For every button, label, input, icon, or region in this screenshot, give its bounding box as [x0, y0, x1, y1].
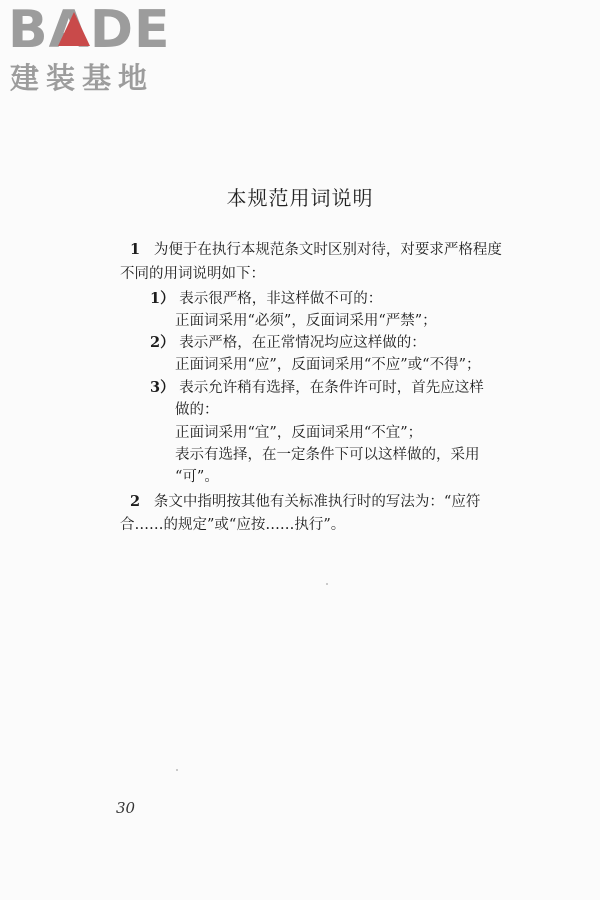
clause-number: 1 [130, 241, 141, 258]
sub-item-text: 正面词采用“必须”，反面词采用“严禁”； [175, 313, 437, 329]
logo-triangle-icon [58, 12, 90, 46]
sub-item-1 [150, 289, 382, 309]
sub-item-3-line-2 [175, 400, 219, 420]
scan-speck [326, 583, 328, 585]
sub-item-number: 3） [150, 379, 175, 396]
sub-item-text: 做的： [175, 402, 219, 418]
page-number: 30 [116, 799, 136, 817]
clause-2-line-2 [120, 515, 345, 535]
sub-item-text: 表示允许稍有选择，在条件许可时，首先应这样 [179, 380, 484, 396]
clause-text: 不同的用词说明如下： [120, 266, 265, 282]
sub-item-3 [150, 378, 484, 398]
clause-text: 合……的规定”或“应按……执行”。 [120, 517, 346, 533]
sub-item-number: 1） [150, 290, 175, 307]
sub-item-3-optional [175, 445, 480, 465]
clause-1-line-1 [130, 240, 502, 260]
clause-2-line-1 [130, 492, 480, 512]
sub-item-2 [150, 333, 426, 353]
clause-text: 为便于在执行本规范条文时区别对待，对要求严格程度 [153, 242, 502, 258]
sub-item-3-detail [175, 423, 422, 443]
sub-item-text: 表示很严格，非这样做不可的： [179, 291, 383, 307]
logo-subtitle: 建装基地 [10, 61, 155, 95]
sub-item-1-detail [175, 311, 437, 331]
scan-speck [176, 769, 178, 771]
sub-item-2-detail [175, 355, 480, 375]
bade-logo [8, 2, 178, 97]
clause-text: 条文中指明按其他有关标准执行时的写法为：“应符 [153, 494, 481, 510]
sub-item-3-optional-line-2 [175, 467, 219, 487]
sub-item-number: 2） [150, 334, 175, 351]
sub-item-text: “可”。 [175, 469, 219, 485]
clause-number: 2 [130, 493, 141, 510]
sub-item-text: 表示严格，在正常情况均应这样做的： [179, 335, 426, 351]
page-title: 本规范用词说明 [226, 186, 374, 210]
logo-wordmark: BADE [8, 0, 171, 60]
clause-1-line-2 [120, 264, 265, 284]
sub-item-text: 正面词采用“应”，反面词采用“不应”或“不得”； [175, 357, 481, 373]
sub-item-text: 正面词采用“宜”，反面词采用“不宜”； [175, 425, 423, 441]
sub-item-text: 表示有选择，在一定条件下可以这样做的，采用 [175, 447, 480, 463]
